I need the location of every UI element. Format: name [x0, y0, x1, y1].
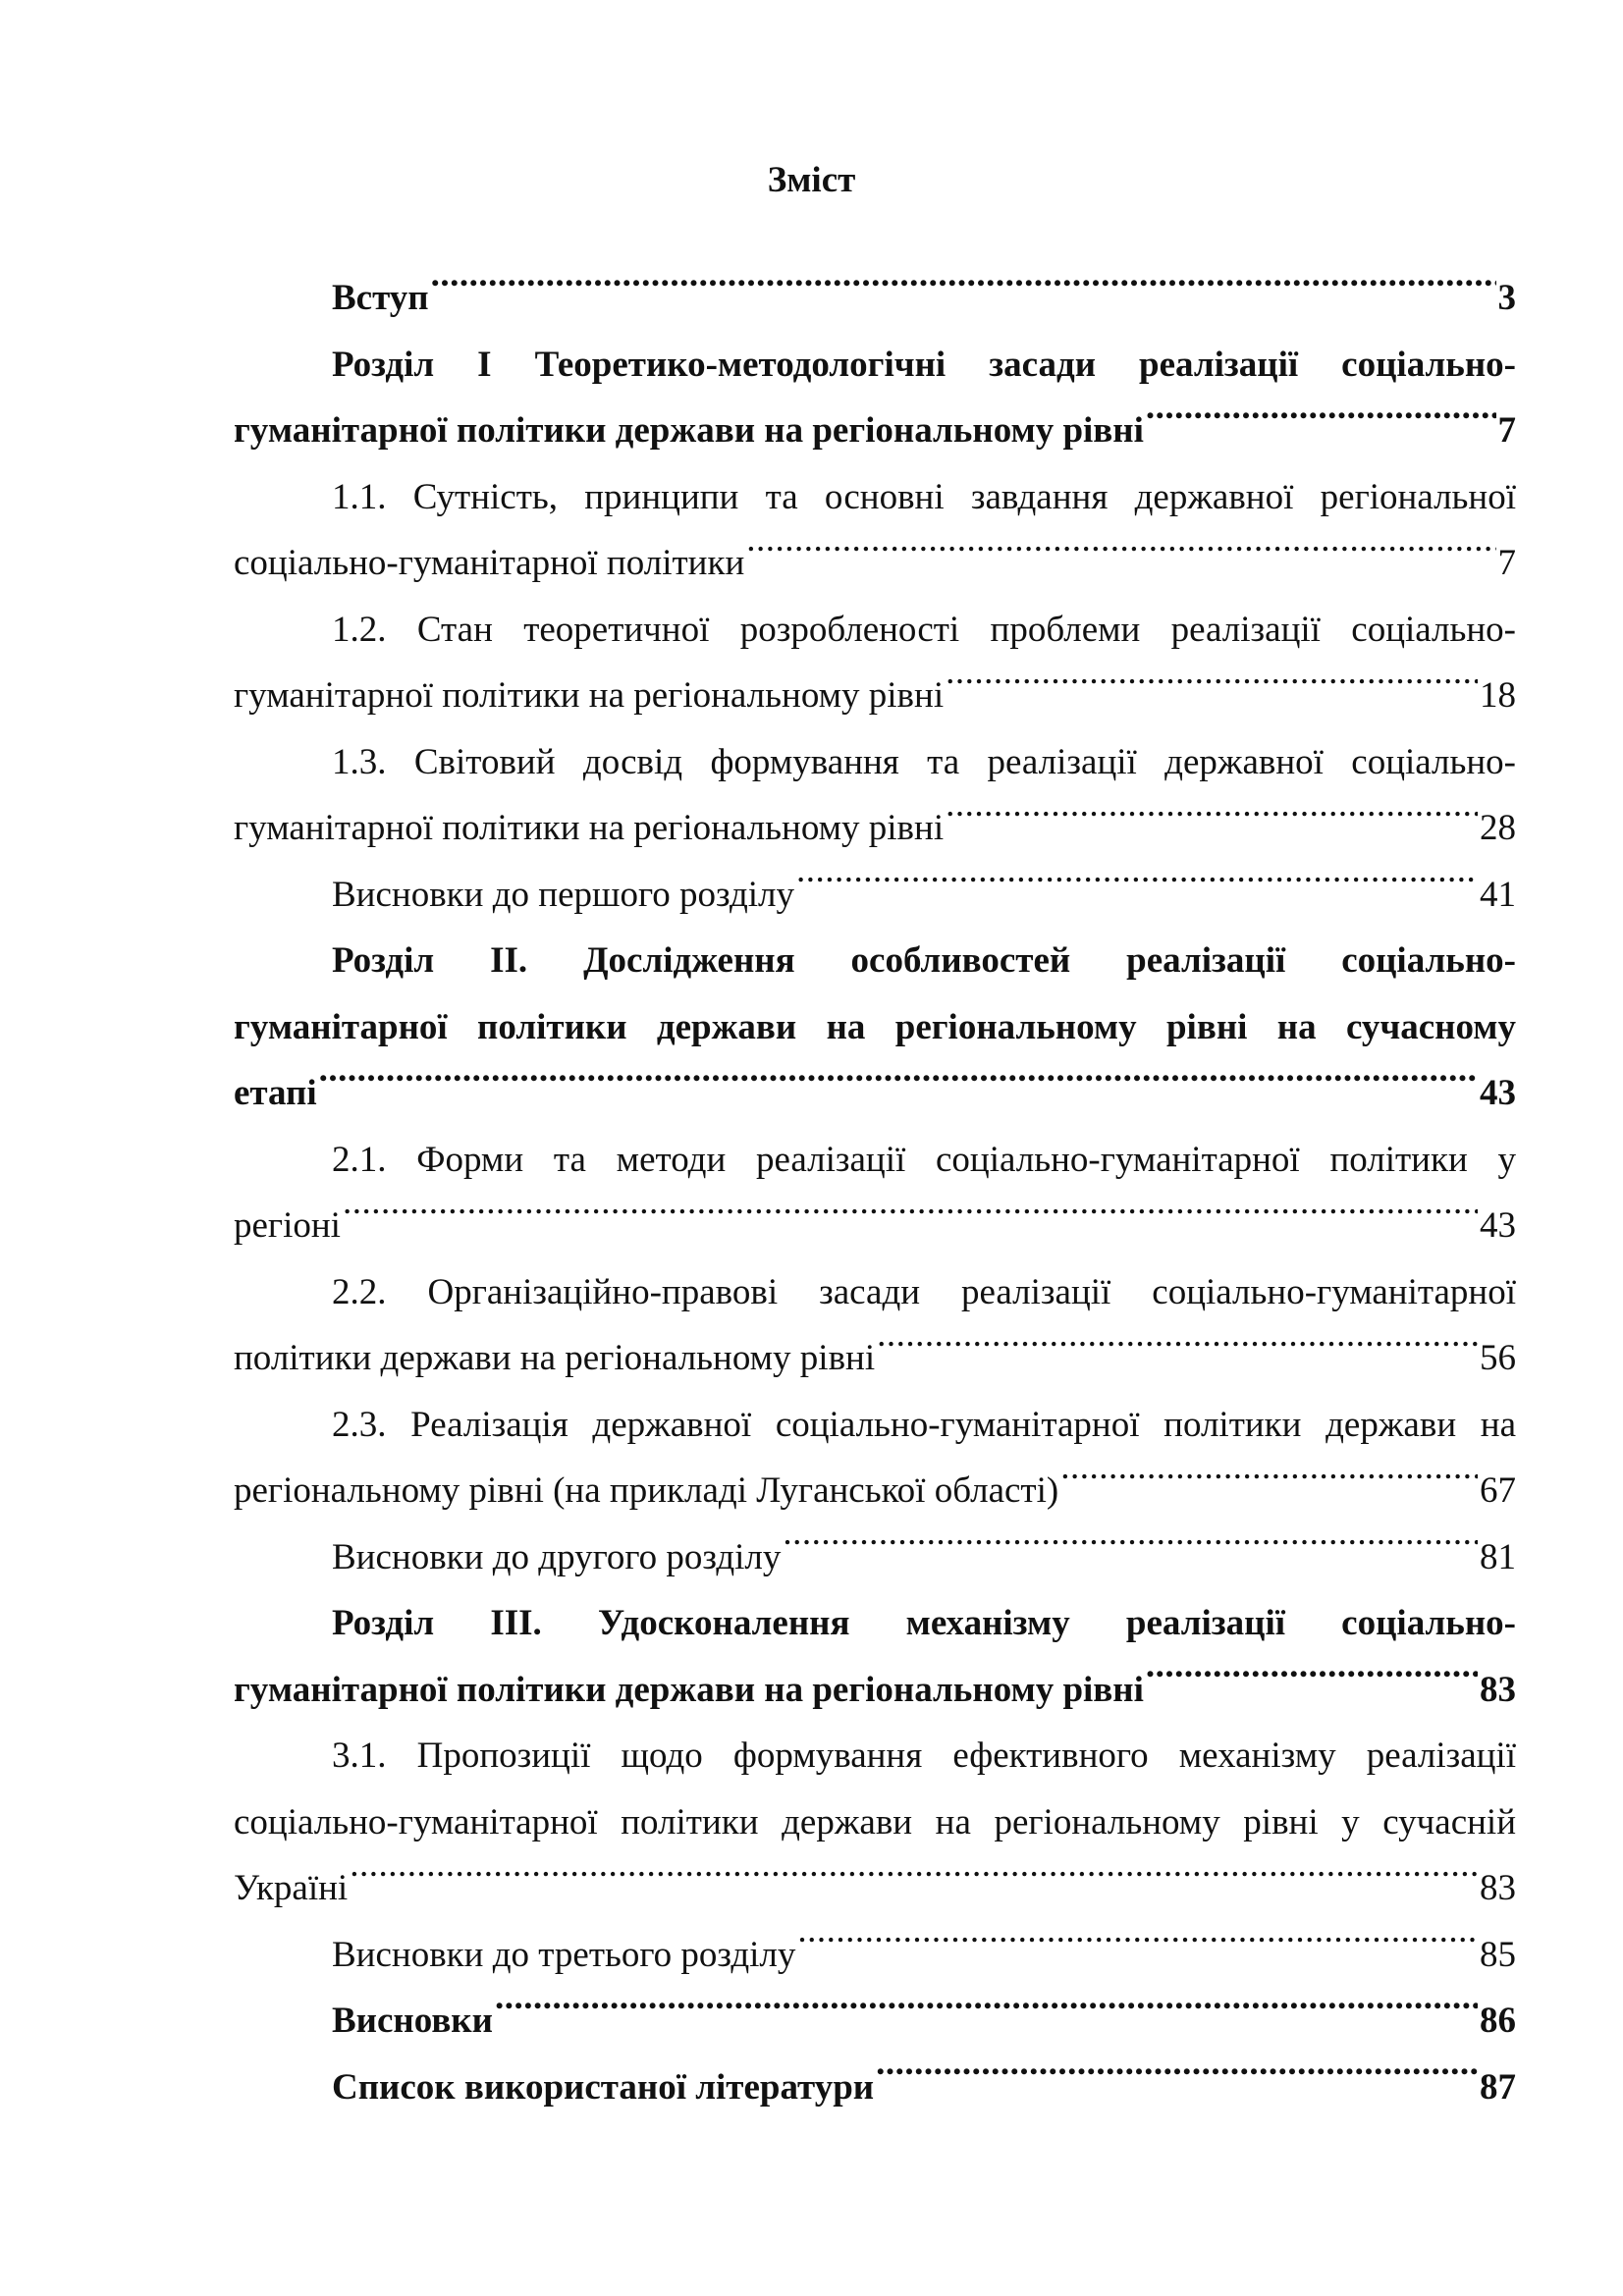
toc-entry-text-line: Розділ II. Дослідження особливостей реалізації соціально- [332, 940, 1516, 981]
toc-entry-last-line [234, 1458, 1516, 1524]
toc-page-number: 18 [1480, 675, 1516, 716]
dot-leader [319, 1064, 1478, 1104]
toc-entry-last-line [234, 1988, 1516, 2055]
toc-entry-last-line [234, 1524, 1516, 1591]
toc-entry-last-line [234, 1325, 1516, 1392]
toc-entry-last-line [234, 265, 1516, 332]
toc-entry-text-line: 2.3. Реалізація державної соціально-гуманітарної політики держави на [332, 1404, 1516, 1445]
toc-page-number: 43 [1480, 1073, 1516, 1113]
toc-entry-item-1-2[interactable] [234, 597, 1516, 729]
toc-entry-title: гуманітарної політики держави на регіональному рівні [234, 410, 1144, 451]
toc-page-number: 83 [1480, 1669, 1516, 1710]
toc-page-number: 56 [1480, 1338, 1516, 1378]
toc-entry-title: Список використаної літератури [332, 2066, 875, 2108]
toc-entry-title: регіоні [234, 1205, 341, 1246]
toc-entry-last-line [234, 862, 1516, 929]
toc-entry-item-2-3[interactable] [234, 1392, 1516, 1524]
toc-entry-title: Висновки до третього розділу [332, 1934, 796, 1975]
dot-leader [495, 1992, 1478, 2032]
toc-entry-last-line [234, 1657, 1516, 1724]
toc-entry-text-line: гуманітарної політики держави на регіональному рівні на сучасному [234, 1006, 1516, 1047]
dot-leader [946, 799, 1478, 839]
toc-page-number: 43 [1480, 1205, 1516, 1246]
toc-entry-item-2-1[interactable] [234, 1127, 1516, 1259]
toc-entry-last-line [234, 2055, 1516, 2121]
toc-entry-last-line [234, 530, 1516, 597]
toc-entry-section-2[interactable] [234, 928, 1516, 1127]
toc-entry-title: Вступ [332, 278, 429, 318]
table-of-contents [234, 265, 1516, 2120]
toc-entry-title: Висновки до другого розділу [332, 1536, 782, 1577]
toc-page-number: 67 [1480, 1470, 1516, 1511]
dot-leader [1146, 1661, 1478, 1701]
toc-entry-title: гуманітарної політики на регіональному рівні [234, 808, 945, 848]
toc-entry-conclusions-3[interactable] [234, 1922, 1516, 1989]
toc-entry-title: політики держави на регіональному рівні [234, 1338, 876, 1378]
toc-page-number: 87 [1480, 2066, 1516, 2108]
toc-entry-item-1-1[interactable] [234, 464, 1516, 597]
toc-entry-references[interactable] [234, 2055, 1516, 2121]
dot-leader [1060, 1462, 1478, 1502]
toc-page-number: 81 [1480, 1536, 1516, 1577]
toc-entry-text-line: 1.3. Світовий досвід формування та реалізації державної соціально- [332, 741, 1516, 782]
dot-leader [1146, 401, 1496, 442]
dot-leader [783, 1528, 1478, 1569]
toc-page-number: 41 [1480, 874, 1516, 915]
toc-page-number: 7 [1497, 410, 1516, 451]
dot-leader [946, 667, 1478, 707]
toc-entry-conclusions-2[interactable] [234, 1524, 1516, 1591]
dot-leader [746, 534, 1495, 574]
toc-entry-last-line [234, 1922, 1516, 1989]
toc-entry-title: Україні [234, 1868, 349, 1908]
toc-entry-conclusions[interactable] [234, 1988, 1516, 2055]
toc-entry-last-line [234, 398, 1516, 464]
dot-leader [876, 2058, 1478, 2099]
toc-entry-text-line: Розділ III. Удосконалення механізму реалізації соціально- [332, 1603, 1516, 1643]
toc-entry-title: Висновки до першого розділу [332, 874, 795, 915]
toc-entry-title: етапі [234, 1073, 317, 1113]
page-title: Зміст [767, 160, 856, 200]
toc-entry-section-1[interactable] [234, 332, 1516, 464]
toc-page-number: 86 [1480, 2001, 1516, 2041]
toc-entry-last-line [234, 1855, 1516, 1922]
toc-entry-last-line [234, 795, 1516, 862]
toc-entry-section-3[interactable] [234, 1590, 1516, 1723]
toc-page-number: 7 [1497, 543, 1516, 583]
toc-entry-item-3-1[interactable] [234, 1723, 1516, 1922]
toc-entry-title: регіональному рівні (на прикладі Луганської області) [234, 1470, 1059, 1511]
toc-page-number: 83 [1480, 1868, 1516, 1908]
toc-entry-conclusions-1[interactable] [234, 862, 1516, 929]
dot-leader [343, 1197, 1478, 1237]
toc-entry-intro[interactable] [234, 265, 1516, 332]
dot-leader [431, 269, 1496, 309]
toc-entry-title: гуманітарної політики на регіональному рівні [234, 675, 945, 716]
toc-entry-item-1-3[interactable] [234, 729, 1516, 862]
toc-entry-last-line [234, 1060, 1516, 1127]
toc-entry-last-line [234, 663, 1516, 729]
toc-entry-text-line: 3.1. Пропозиції щодо формування ефективного механізму реалізації [332, 1735, 1516, 1776]
toc-page-number: 85 [1480, 1934, 1516, 1975]
toc-entry-last-line [234, 1193, 1516, 1259]
toc-page-number: 28 [1480, 808, 1516, 848]
dot-leader [797, 1926, 1478, 1966]
toc-entry-item-2-2[interactable] [234, 1259, 1516, 1392]
toc-entry-text-line: соціально-гуманітарної політики держави на регіональному рівні у сучасній [234, 1801, 1516, 1842]
dot-leader [877, 1329, 1478, 1369]
toc-entry-title: гуманітарної політики держави на регіональному рівні [234, 1669, 1144, 1710]
dot-leader [350, 1859, 1478, 1899]
toc-entry-title: Висновки [332, 2001, 493, 2041]
toc-page-number: 3 [1497, 278, 1516, 318]
toc-entry-text-line: 2.1. Форми та методи реалізації соціально-гуманітарної політики у [332, 1139, 1516, 1180]
dot-leader [796, 866, 1478, 906]
toc-entry-text-line: Розділ I Теоретико-методологічні засади реалізації соціально- [332, 344, 1516, 385]
toc-entry-text-line: 2.2. Організаційно-правові засади реалізації соціально-гуманітарної [332, 1271, 1516, 1312]
toc-entry-title: соціально-гуманітарної політики [234, 543, 745, 583]
toc-entry-text-line: 1.1. Сутність, принципи та основні завдання державної регіональної [332, 476, 1516, 517]
toc-entry-text-line: 1.2. Стан теоретичної розробленості проблеми реалізації соціально- [332, 609, 1516, 650]
